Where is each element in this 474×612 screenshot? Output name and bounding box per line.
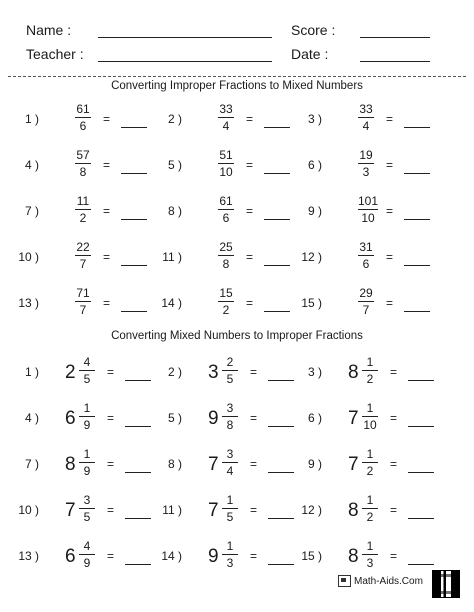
fraction <box>79 493 95 524</box>
equals-sign: = <box>246 250 254 264</box>
problem-number: 9 ) <box>307 204 322 218</box>
denominator: 4 <box>362 119 370 133</box>
equals-sign: = <box>250 365 258 379</box>
equals-sign: = <box>103 204 111 218</box>
problem-item <box>288 192 428 232</box>
fraction-bar <box>222 370 238 371</box>
whole-number: 8 <box>65 454 76 475</box>
fraction-bar <box>75 255 91 256</box>
qr-code-icon <box>432 570 460 598</box>
problem-number: 3 ) <box>307 365 322 379</box>
numerator: 1 <box>366 447 374 461</box>
fraction <box>79 401 95 432</box>
denominator: 3 <box>226 556 234 570</box>
numerator: 1 <box>83 401 91 415</box>
fraction-bar <box>358 301 374 302</box>
fraction-bar <box>358 117 374 118</box>
equals-sign: = <box>246 296 254 310</box>
equals-sign: = <box>103 112 111 126</box>
fraction-bar <box>358 209 378 210</box>
problem-item <box>148 284 288 324</box>
answer-blank[interactable] <box>264 127 290 128</box>
whole-number: 3 <box>208 362 219 383</box>
problem-number: 4 ) <box>24 411 39 425</box>
whole-number: 7 <box>208 454 219 475</box>
answer-blank[interactable] <box>121 173 147 174</box>
fraction <box>362 355 378 386</box>
header-divider <box>8 76 466 77</box>
fraction <box>358 148 374 179</box>
equals-sign: = <box>103 296 111 310</box>
problem-item <box>288 284 428 324</box>
math-aids-logo-icon <box>338 575 351 587</box>
problem-item <box>5 192 145 232</box>
answer-blank[interactable] <box>404 265 430 266</box>
whole-number: 9 <box>208 546 219 567</box>
fraction-bar <box>79 554 95 555</box>
problem-item <box>5 537 145 577</box>
numerator: 1 <box>226 539 234 553</box>
answer-blank[interactable] <box>264 265 290 266</box>
name-field[interactable] <box>98 37 272 38</box>
equals-sign: = <box>107 365 115 379</box>
answer-blank[interactable] <box>121 127 147 128</box>
answer-blank[interactable] <box>404 127 430 128</box>
equals-sign: = <box>250 549 258 563</box>
fraction <box>218 194 234 225</box>
denominator: 4 <box>226 464 234 478</box>
problem-item <box>5 284 145 324</box>
denominator: 8 <box>79 165 87 179</box>
fraction <box>218 286 234 317</box>
score-field[interactable] <box>360 37 430 38</box>
problem-item <box>288 238 428 278</box>
problem-item <box>288 399 428 439</box>
denominator: 6 <box>222 211 230 225</box>
problem-item <box>148 353 288 393</box>
fraction <box>358 240 374 271</box>
denominator: 6 <box>362 257 370 271</box>
fraction <box>222 447 238 478</box>
numerator: 61 <box>219 194 233 208</box>
problem-number: 14 ) <box>161 549 182 563</box>
equals-sign: = <box>390 503 398 517</box>
equals-sign: = <box>250 457 258 471</box>
fraction <box>362 401 378 432</box>
problem-number: 11 ) <box>162 250 182 264</box>
equals-sign: = <box>107 457 115 471</box>
equals-sign: = <box>386 112 394 126</box>
fraction <box>79 355 95 386</box>
problem-item <box>288 146 428 186</box>
problem-number: 5 ) <box>167 411 182 425</box>
whole-number: 7 <box>348 408 359 429</box>
problem-item <box>288 491 428 531</box>
fraction-bar <box>358 255 374 256</box>
fraction-bar <box>218 163 234 164</box>
problem-number: 12 ) <box>301 250 322 264</box>
answer-blank[interactable] <box>408 380 434 381</box>
numerator: 4 <box>83 539 91 553</box>
problem-item <box>148 238 288 278</box>
problem-item <box>5 146 145 186</box>
answer-blank[interactable] <box>404 219 430 220</box>
problem-number: 15 ) <box>301 549 322 563</box>
equals-sign: = <box>250 503 258 517</box>
fraction <box>358 102 374 133</box>
numerator: 71 <box>76 286 90 300</box>
problem-number: 4 ) <box>24 158 39 172</box>
fraction-bar <box>358 163 374 164</box>
denominator: 2 <box>366 464 374 478</box>
numerator: 1 <box>366 539 374 553</box>
fraction <box>218 148 234 179</box>
problem-item <box>148 445 288 485</box>
problem-item <box>5 445 145 485</box>
equals-sign: = <box>250 411 258 425</box>
fraction <box>222 401 238 432</box>
fraction <box>75 240 91 271</box>
problem-number: 10 ) <box>18 250 39 264</box>
date-label: Date : <box>291 46 329 62</box>
teacher-field[interactable] <box>98 61 272 62</box>
whole-number: 7 <box>208 500 219 521</box>
answer-blank[interactable] <box>408 472 434 473</box>
problem-number: 2 ) <box>167 365 182 379</box>
denominator: 4 <box>222 119 230 133</box>
equals-sign: = <box>386 250 394 264</box>
problem-number: 1 ) <box>24 365 39 379</box>
whole-number: 7 <box>65 500 76 521</box>
footer-brand <box>338 575 423 587</box>
numerator: 1 <box>226 493 234 507</box>
footer-site: Math-Aids.Com <box>354 575 423 587</box>
denominator: 5 <box>226 372 234 386</box>
denominator: 2 <box>366 510 374 524</box>
numerator: 3 <box>226 401 234 415</box>
answer-blank[interactable] <box>264 219 290 220</box>
fraction <box>358 194 378 225</box>
numerator: 15 <box>219 286 233 300</box>
fraction <box>79 539 95 570</box>
denominator: 8 <box>226 418 234 432</box>
numerator: 4 <box>83 355 91 369</box>
fraction <box>75 286 91 317</box>
denominator: 2 <box>366 372 374 386</box>
problem-number: 5 ) <box>167 158 182 172</box>
numerator: 61 <box>76 102 90 116</box>
problem-number: 3 ) <box>307 112 322 126</box>
fraction <box>362 447 378 478</box>
problem-number: 14 ) <box>161 296 182 310</box>
denominator: 3 <box>366 556 374 570</box>
numerator: 33 <box>359 102 373 116</box>
fraction <box>362 539 378 570</box>
numerator: 1 <box>366 493 374 507</box>
equals-sign: = <box>107 549 115 563</box>
numerator: 57 <box>76 148 90 162</box>
problem-number: 7 ) <box>24 457 39 471</box>
equals-sign: = <box>386 204 394 218</box>
numerator: 1 <box>366 401 374 415</box>
problem-item <box>288 100 428 140</box>
problem-number: 2 ) <box>167 112 182 126</box>
denominator: 2 <box>79 211 87 225</box>
problem-item <box>288 445 428 485</box>
equals-sign: = <box>246 204 254 218</box>
problem-number: 6 ) <box>307 411 322 425</box>
denominator: 10 <box>219 165 233 179</box>
numerator: 101 <box>358 194 379 208</box>
fraction <box>222 493 238 524</box>
equals-sign: = <box>246 112 254 126</box>
fraction-bar <box>218 209 234 210</box>
denominator: 9 <box>83 556 91 570</box>
whole-number: 7 <box>348 454 359 475</box>
equals-sign: = <box>390 549 398 563</box>
fraction-bar <box>79 508 95 509</box>
denominator: 10 <box>361 211 375 225</box>
problem-number: 13 ) <box>18 549 39 563</box>
problem-item <box>148 491 288 531</box>
denominator: 9 <box>83 464 91 478</box>
answer-blank[interactable] <box>121 219 147 220</box>
problem-item <box>148 100 288 140</box>
answer-blank[interactable] <box>264 311 290 312</box>
numerator: 3 <box>83 493 91 507</box>
problem-item <box>5 238 145 278</box>
problem-item <box>148 146 288 186</box>
fraction-bar <box>75 117 91 118</box>
whole-number: 9 <box>208 408 219 429</box>
fraction-bar <box>222 508 238 509</box>
problem-item <box>5 100 145 140</box>
numerator: 31 <box>359 240 373 254</box>
fraction <box>222 539 238 570</box>
fraction-bar <box>222 416 238 417</box>
numerator: 22 <box>76 240 90 254</box>
problem-number: 15 ) <box>301 296 322 310</box>
fraction-bar <box>79 370 95 371</box>
whole-number: 8 <box>348 362 359 383</box>
answer-blank[interactable] <box>408 518 434 519</box>
numerator: 51 <box>219 148 233 162</box>
whole-number: 6 <box>65 546 76 567</box>
denominator: 7 <box>79 303 87 317</box>
problem-number: 9 ) <box>307 457 322 471</box>
problem-item <box>5 353 145 393</box>
date-field[interactable] <box>360 61 430 62</box>
problem-number: 8 ) <box>167 457 182 471</box>
fraction-bar <box>362 462 378 463</box>
name-label: Name : <box>26 22 72 38</box>
problem-item <box>148 537 288 577</box>
fraction-bar <box>75 163 91 164</box>
numerator: 33 <box>219 102 233 116</box>
score-label: Score : <box>291 22 336 38</box>
denominator: 6 <box>79 119 87 133</box>
fraction <box>218 240 234 271</box>
numerator: 25 <box>219 240 233 254</box>
denominator: 10 <box>363 418 377 432</box>
answer-blank[interactable] <box>408 564 434 565</box>
denominator: 5 <box>83 510 91 524</box>
denominator: 5 <box>83 372 91 386</box>
problem-number: 11 ) <box>162 503 182 517</box>
problem-number: 1 ) <box>24 112 39 126</box>
equals-sign: = <box>386 158 394 172</box>
equals-sign: = <box>386 296 394 310</box>
fraction <box>75 194 91 225</box>
denominator: 5 <box>226 510 234 524</box>
fraction-bar <box>362 508 378 509</box>
fraction <box>79 447 95 478</box>
fraction-bar <box>362 370 378 371</box>
equals-sign: = <box>103 250 111 264</box>
equals-sign: = <box>107 503 115 517</box>
fraction <box>222 355 238 386</box>
fraction-bar <box>79 416 95 417</box>
problem-item <box>5 491 145 531</box>
problem-number: 12 ) <box>301 503 322 517</box>
denominator: 7 <box>362 303 370 317</box>
fraction-bar <box>218 117 234 118</box>
fraction-bar <box>222 462 238 463</box>
equals-sign: = <box>390 365 398 379</box>
answer-blank[interactable] <box>264 173 290 174</box>
problem-item <box>148 399 288 439</box>
problem-item <box>148 192 288 232</box>
fraction-bar <box>75 301 91 302</box>
equals-sign: = <box>103 158 111 172</box>
fraction-bar <box>362 554 378 555</box>
fraction <box>358 286 374 317</box>
fraction <box>218 102 234 133</box>
denominator: 2 <box>222 303 230 317</box>
numerator: 19 <box>359 148 373 162</box>
numerator: 1 <box>83 447 91 461</box>
fraction <box>362 493 378 524</box>
equals-sign: = <box>107 411 115 425</box>
denominator: 8 <box>222 257 230 271</box>
whole-number: 6 <box>65 408 76 429</box>
answer-blank[interactable] <box>404 311 430 312</box>
equals-sign: = <box>390 411 398 425</box>
problem-number: 8 ) <box>167 204 182 218</box>
problem-item <box>288 353 428 393</box>
fraction-bar <box>218 255 234 256</box>
problem-number: 7 ) <box>24 204 39 218</box>
numerator: 11 <box>76 194 90 208</box>
equals-sign: = <box>246 158 254 172</box>
fraction-bar <box>75 209 91 210</box>
section1-title: Converting Improper Fractions to Mixed Numbers <box>111 80 363 92</box>
problem-item <box>5 399 145 439</box>
equals-sign: = <box>390 457 398 471</box>
answer-blank[interactable] <box>121 265 147 266</box>
fraction-bar <box>222 554 238 555</box>
denominator: 3 <box>362 165 370 179</box>
numerator: 3 <box>226 447 234 461</box>
section2-title: Converting Mixed Numbers to Improper Fractions <box>111 330 363 342</box>
whole-number: 8 <box>348 500 359 521</box>
problem-number: 13 ) <box>18 296 39 310</box>
numerator: 29 <box>359 286 373 300</box>
answer-blank[interactable] <box>408 426 434 427</box>
problem-number: 6 ) <box>307 158 322 172</box>
whole-number: 2 <box>65 362 76 383</box>
numerator: 1 <box>366 355 374 369</box>
answer-blank[interactable] <box>404 173 430 174</box>
denominator: 9 <box>83 418 91 432</box>
fraction-bar <box>218 301 234 302</box>
fraction <box>75 102 91 133</box>
whole-number: 8 <box>348 546 359 567</box>
problem-item <box>288 537 428 577</box>
fraction-bar <box>362 416 378 417</box>
fraction <box>75 148 91 179</box>
answer-blank[interactable] <box>121 311 147 312</box>
denominator: 7 <box>79 257 87 271</box>
numerator: 2 <box>226 355 234 369</box>
teacher-label: Teacher : <box>26 46 84 62</box>
fraction-bar <box>79 462 95 463</box>
problem-number: 10 ) <box>18 503 39 517</box>
